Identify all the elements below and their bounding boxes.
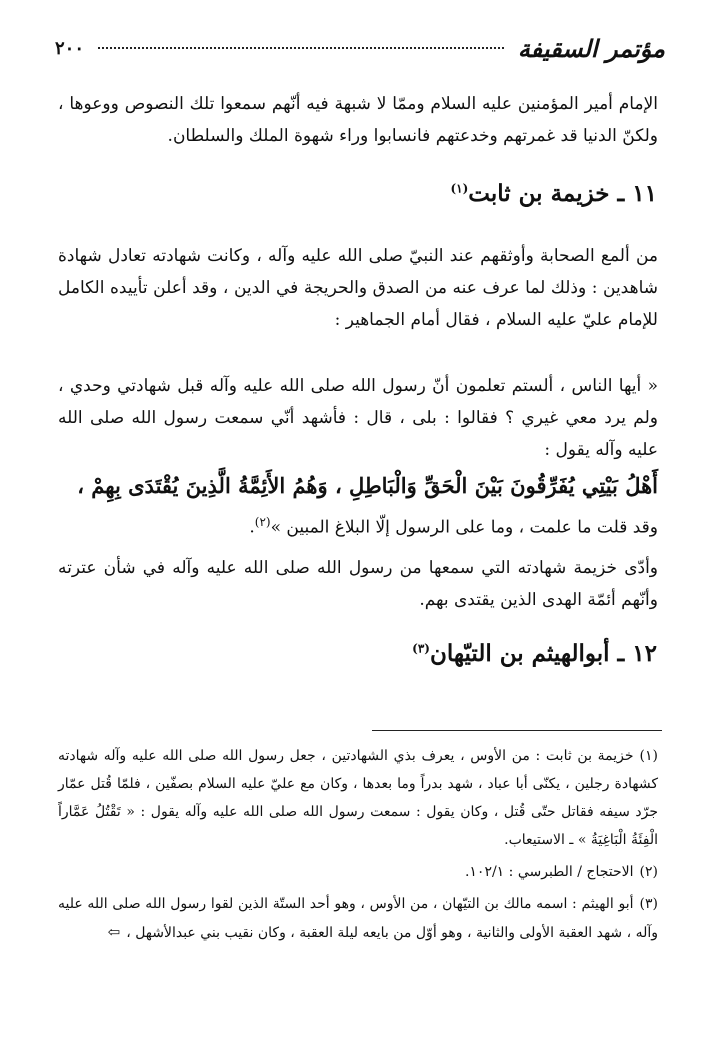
footnote-ref-1[interactable]: (١) [450, 181, 469, 196]
page-number: ٢٠٠ [55, 37, 85, 59]
paragraph-testimony: وأدّى خزيمة شهادته التي سمعها من رسول الله صلى الله عليه وآله في شأن عترته وأنّهم أئمّة الهدى الذين يقتدى بهم. [58, 558, 658, 610]
footnote-text: الاحتجاج / الطبرسي : ١٠٢/١. [464, 864, 634, 880]
footnote-2 [58, 858, 658, 886]
section-heading-12 [412, 640, 657, 667]
header-dotted-leader [98, 47, 504, 49]
section-heading-11 [450, 180, 657, 207]
footnote-ref-3[interactable]: (٣) [412, 641, 430, 656]
quote-block [58, 370, 658, 544]
footnote-1 [58, 742, 658, 854]
heading-12-text: ١٢ ـ أبوالهيثم بن التيّهان [429, 640, 657, 667]
page-header [55, 28, 665, 68]
footnote-3 [58, 890, 658, 947]
footnote-number: (٣) [639, 896, 658, 912]
running-title: مؤتمر السقيفة [517, 33, 665, 63]
arrow-left-icon[interactable]: ⇦ [107, 923, 121, 941]
heading-11-text: ١١ ـ خزيمة بن ثابت [468, 180, 657, 207]
quote-ending: وقد قلت ما علمت ، وما على الرسول إلّا البلاغ المبين »$^{(٢)}$. [249, 515, 658, 538]
footnote-number: (٢) [639, 864, 658, 880]
paragraph-khuzayma: من ألمع الصحابة وأوثقهم عند النبيّ صلى الله عليه وآله ، وكانت شهادته تعادل شهادة شاهدين : وذلك لما عرف عنه من الصدق والحريجة في الدين ، وقد أعلن تأييده الكامل للإمام عليّ عليه السلام ، فقال أمام الجماهير : [58, 246, 658, 330]
quote-intro: « أيها الناس ، ألستم تعلمون أنّ رسول الله صلى الله عليه وآله قبل شهادتي وحدي ، ولم يرد معي غيري ؟ فقالوا : بلى ، قال : فأشهد أنّي سمعت رسول الله صلى الله عليه وآله يقول : [58, 376, 658, 460]
hadith-text: أَهْلُ بَيْتِي يُفَرِّقُونَ بَيْنَ الْحَقِّ وَالْبَاطِلِ ، وَهُمُ الأَئِمَّةُ الَّذِينَ يُقْتَدَى بِهِمْ ، [77, 473, 658, 498]
footnotes [58, 742, 658, 951]
quote-ending-text: وقد قلت ما علمت ، وما على الرسول إلّا البلاغ المبين » [270, 517, 658, 538]
paragraph-intro: الإمام أمير المؤمنين عليه السلام وممّا لا شبهة فيه أنّهم سمعوا تلك النصوص ووعوها ، ولكنّ الدنيا قد غمرتهم وخدعتهم فانسابوا وراء شهوة الملك والسلطان. [58, 94, 658, 146]
footnote-text: خزيمة بن ثابت : من الأوس ، يعرف بذي الشهادتين ، جعل رسول الله صلى الله عليه وآله شهادته كشهادة رجلين ، يكنّى أبا عباد ، شهد بدراً وما بعدها ، وكان مع عليّ عليه السلام بصفّين ، فلمّا قُتل عمّار جرّد سيفه فقاتل حتّى قُتل ، وكان يقول : سمعت رسول الله صلى الله عليه وآله يقول : « تَقْتُلُ عَمَّاراً الْفِئَةُ الْبَاغِيَةُ » ـ الاستيعاب. [58, 748, 658, 848]
footnote-separator [372, 730, 662, 731]
footnote-text: أبو الهيثم : اسمه مالك بن التيّهان ، من الأوس ، وهو أحد الستّة الذين لقوا رسول الله صلى الله عليه وآله ، شهد العقبة الأولى والثانية ، وهو أوّل من بايعه ليلة العقبة ، وكان نقيب بني عبدالأشهل ، [58, 896, 658, 941]
footnote-number: (١) [639, 748, 658, 764]
footnote-ref-2[interactable]: (٢) [254, 515, 271, 529]
